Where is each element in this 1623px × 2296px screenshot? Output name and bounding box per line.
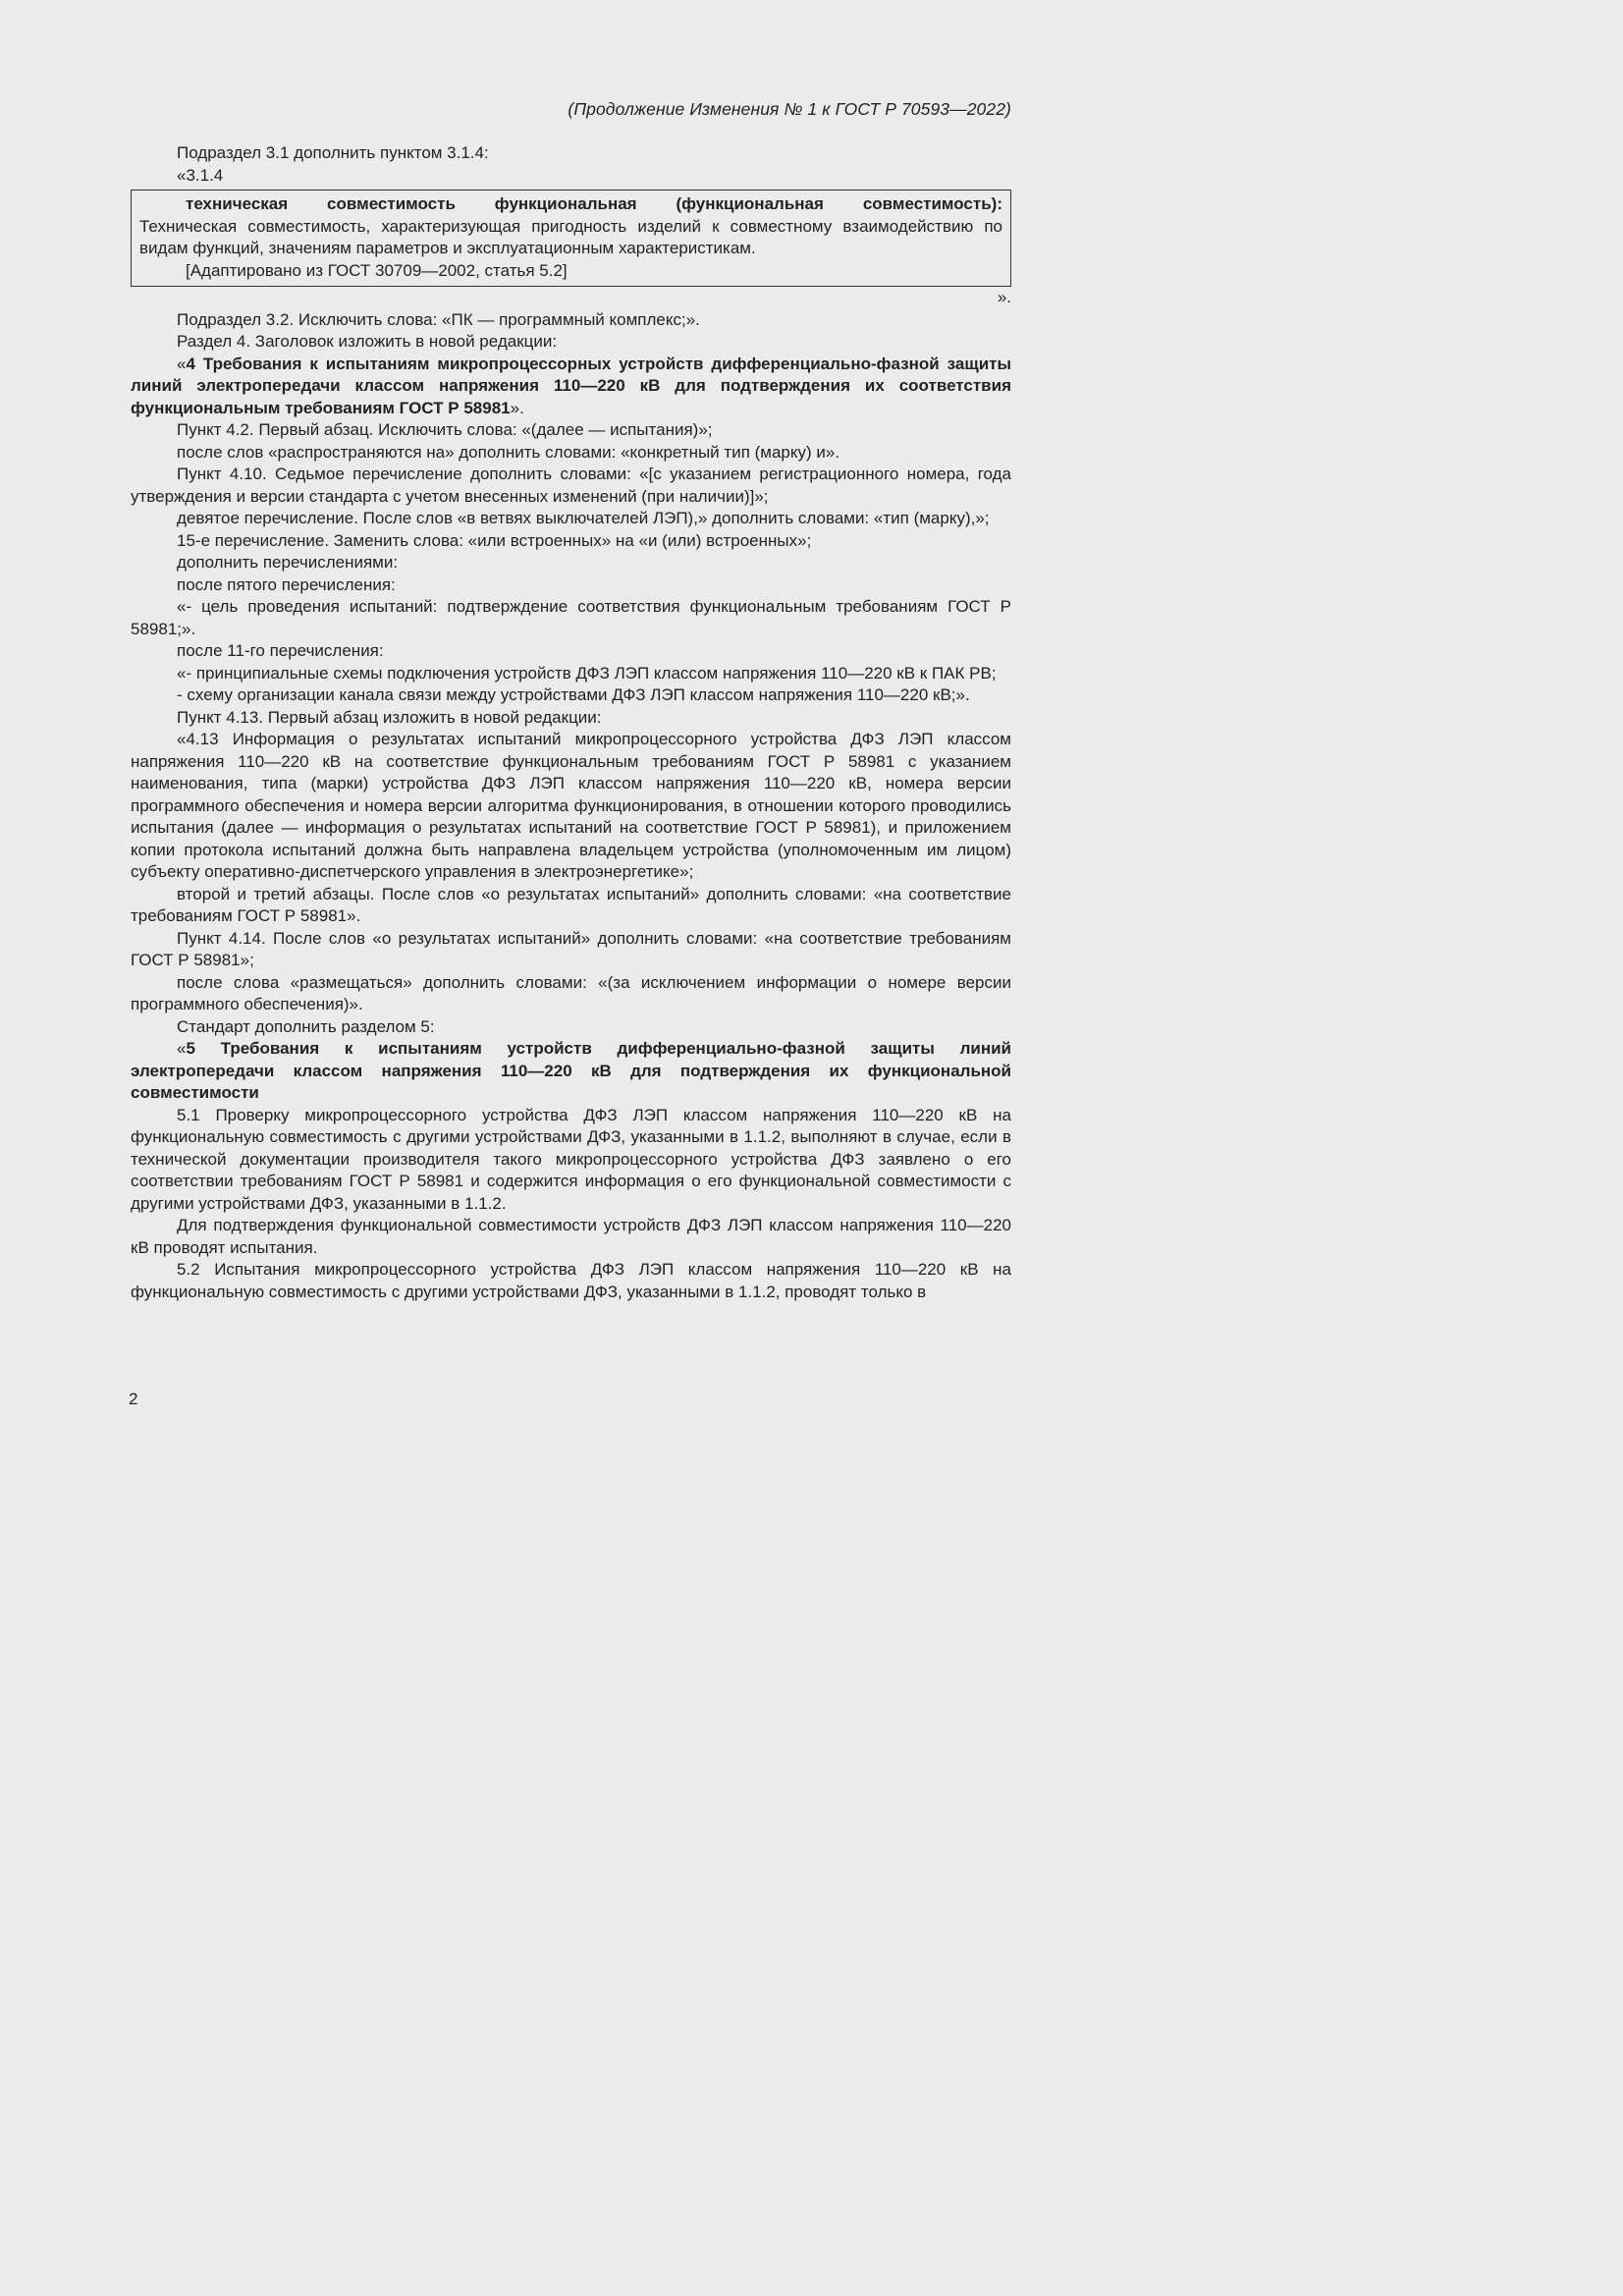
section-5-heading-text: 5 Требования к испытаниям устройств дифференциально-фазной защиты линий электропередачи классом напряжения 110—220 кВ для подтверждения их функциональной совместимости	[131, 1039, 1011, 1102]
paragraph: Пункт 4.14. После слов «о результатах испытаний» дополнить словами: «на соответствие требованиям ГОСТ Р 58981»;	[131, 928, 1011, 969]
paragraph: Пункт 4.2. Первый абзац. Исключить слова: «(далее — испытания)»;	[177, 420, 713, 439]
document-body	[131, 142, 1011, 1303]
paragraph: после слова «размещаться» дополнить словами: «(за исключением информации о номере версии программного обеспечения)».	[131, 972, 1011, 1013]
paragraph: 5.1 Проверку микропроцессорного устройства ДФЗ ЛЭП классом напряжения 110—220 кВ на функциональную совместимость с другими устройствами ДФЗ, указанными в 1.1.2, выполняют в случае, если в технической документации производителя такого микропроцессорного устройства ДФЗ заявлено о его соответствии требованиям ГОСТ Р 58981 и содержится информация о его функциональной совместимости с другими устройствами ДФЗ, указанными в 1.1.2.	[131, 1105, 1011, 1213]
paragraph: Раздел 4. Заголовок изложить в новой редакции:	[177, 332, 558, 351]
section-4-heading: «4 Требования к испытаниям микропроцессорных устройств дифференциально-фазной защиты линий электропередачи классом напряжения 110—220 кВ для подтверждения их соответствия функциональным требованиям ГОСТ Р 58981».	[131, 354, 1011, 417]
paragraph: 5.2 Испытания микропроцессорного устройства ДФЗ ЛЭП классом напряжения 110—220 кВ на функциональную совместимость с другими устройствами ДФЗ, указанными в 1.1.2, проводят только в	[131, 1260, 1011, 1301]
definition-term: техническая совместимость функциональная (функциональная совместимость):	[186, 194, 1002, 213]
section-4-heading-text: 4 Требования к испытаниям микропроцессорных устройств дифференциально-фазной защиты линий электропередачи классом напряжения 110—220 кВ для подтверждения их соответствия функциональным требованиям ГОСТ Р 58981	[131, 354, 1011, 417]
definition-text: Техническая совместимость, характеризующая пригодность изделий к совместному взаимодействию по видам функций, значениям параметров и эксплуатационным характеристикам.	[139, 216, 1002, 257]
paragraph: девятое перечисление. После слов «в ветвях выключателей ЛЭП),» дополнить словами: «тип (марку),»;	[177, 509, 990, 527]
paragraph: Пункт 4.13. Первый абзац изложить в новой редакции:	[177, 707, 602, 727]
definition-source: [Адаптировано из ГОСТ 30709—2002, статья 5.2]	[186, 260, 568, 280]
page-header: (Продолжение Изменения № 1 к ГОСТ Р 70593—2022)	[568, 99, 1011, 119]
paragraph: Подраздел 3.2. Исключить слова: «ПК — программный комплекс;».	[177, 309, 700, 329]
document-page	[0, 0, 1088, 1540]
section-5-heading: «5 Требования к испытаниям устройств дифференциально-фазной защиты линий электропередачи классом напряжения 110—220 кВ для подтверждения их функциональной совместимости	[131, 1039, 1011, 1102]
page-number: 2	[129, 1390, 138, 1408]
paragraph: «3.1.4	[177, 165, 224, 185]
paragraph: второй и третий абзацы. После слов «о результатах испытаний» дополнить словами: «на соответствие требованиям ГОСТ Р 58981».	[131, 884, 1011, 925]
paragraph: Пункт 4.10. Седьмое перечисление дополнить словами: «[с указанием регистрационного номера, года утверждения и версии стандарта с учетом внесенных изменений (при наличии)]»;	[131, 465, 1011, 506]
paragraph: «4.13 Информация о результатах испытаний микропроцессорного устройства ДФЗ ЛЭП классом напряжения 110—220 кВ на соответствие функциональным требованиям ГОСТ Р 58981 с указанием наименования, типа (марки) устройства ДФЗ ЛЭП классом напряжения 110—220 кВ, номера версии программного обеспечения и номера версии алгоритма функционирования, в отношении которого проводились испытания (далее — информация о результатах испытаний на соответствие ГОСТ Р 58981), и приложением копии протокола испытаний должна быть направлена владельцем устройства (уполномоченным им лицом) субъекту оперативно-диспетчерского управления в электроэнергетике»;	[131, 730, 1011, 881]
paragraph: 15-е перечисление. Заменить слова: «или встроенных» на «и (или) встроенных»;	[177, 530, 812, 550]
paragraph: «- цель проведения испытаний: подтверждение соответствия функциональным требованиям ГОСТ Р 58981;».	[131, 597, 1011, 638]
paragraph: после пятого перечисления:	[177, 574, 396, 594]
definition-box	[131, 190, 1011, 287]
paragraph: Подраздел 3.1 дополнить пунктом 3.1.4:	[177, 143, 489, 162]
paragraph: «- принципиальные схемы подключения устройств ДФЗ ЛЭП классом напряжения 110—220 кВ к ПАК РВ;	[177, 663, 997, 683]
paragraph: - схему организации канала связи между устройствами ДФЗ ЛЭП классом напряжения 110—220 кВ;».	[177, 685, 970, 704]
paragraph: дополнить перечислениями:	[177, 553, 399, 572]
paragraph: Стандарт дополнить разделом 5:	[177, 1016, 435, 1036]
closing-quote: ».	[997, 288, 1011, 306]
paragraph: после слов «распространяются на» дополнить словами: «конкретный тип (марку) и».	[177, 442, 840, 462]
paragraph: после 11-го перечисления:	[177, 641, 384, 660]
paragraph: Для подтверждения функциональной совместимости устройств ДФЗ ЛЭП классом напряжения 110—220 кВ проводят испытания.	[131, 1216, 1011, 1257]
